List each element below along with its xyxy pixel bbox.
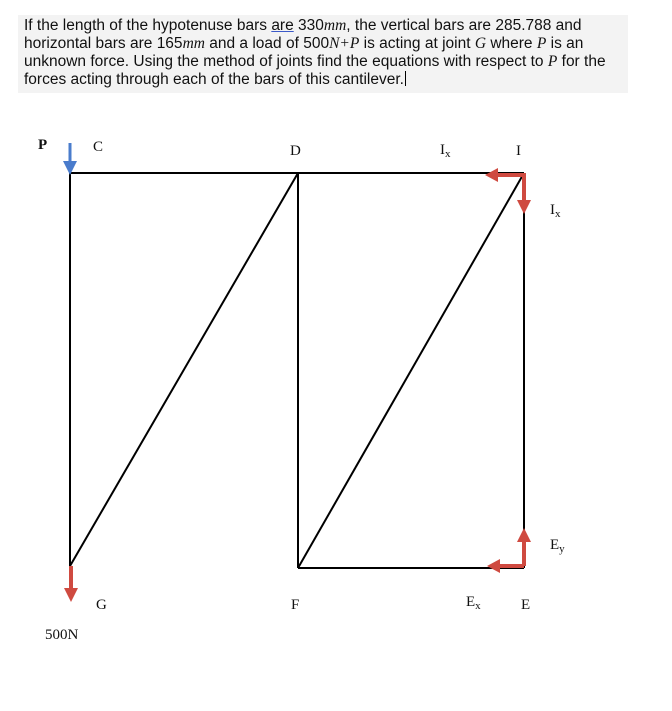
- label-Ex: $E_x$: [466, 594, 481, 612]
- load-P-arrow: [63, 143, 77, 175]
- bar-DG-diagonal: [70, 173, 298, 566]
- problem-statement: If the length of the hypotenuse bars are 330mm, the vertical bars are 285.788 and horizontal bars are 165mm and a load of 500N+P is acting at joint G where P is an unknown force. Using the method of joints find the equations with respect to P for the forces acting through each of the bars of this cantilever.: [18, 15, 628, 93]
- label-500N: 500N: [45, 627, 79, 643]
- label-E: E: [521, 597, 531, 613]
- label-Ey: $E_y$: [550, 537, 565, 555]
- label-C: C: [93, 139, 104, 155]
- reaction-Ey-arrow: [517, 528, 531, 566]
- label-G: G: [96, 597, 107, 613]
- reaction-Ex-arrow: [487, 559, 524, 573]
- label-F: F: [291, 597, 300, 613]
- label-I: I: [516, 143, 521, 159]
- spell-underline-are: are: [271, 17, 294, 34]
- label-Ix-top: $I_x$: [440, 142, 451, 160]
- label-D: D: [290, 143, 301, 159]
- load-500N-arrow: [64, 566, 78, 602]
- bar-FI-diagonal: [298, 173, 524, 568]
- reaction-Iy-arrow: [517, 173, 531, 214]
- reaction-Ix-arrow: [485, 168, 524, 182]
- label-Ix-right: $I_x$: [550, 202, 561, 220]
- label-P: P: [38, 137, 48, 153]
